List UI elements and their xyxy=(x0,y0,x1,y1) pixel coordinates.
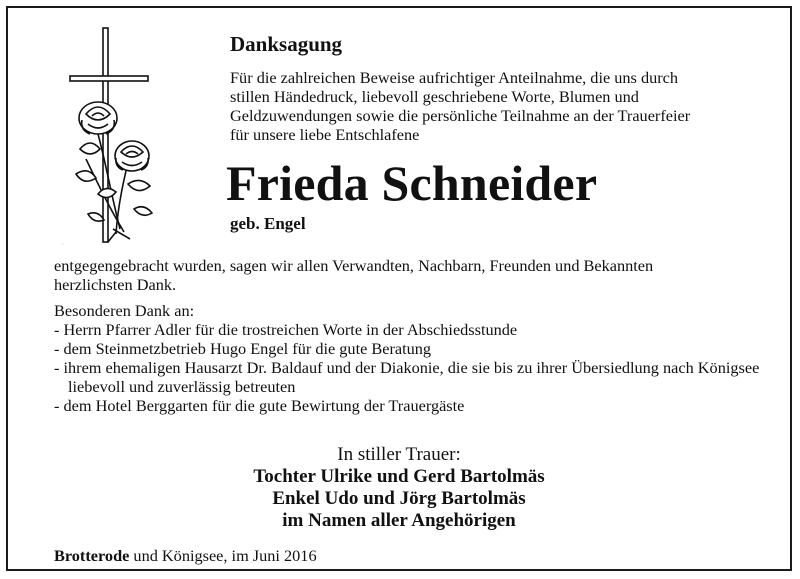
body-line: entgegengebracht wurden, sagen wir allen Verwandten, Nachbarn, Freunden und Bekannten xyxy=(54,256,654,275)
mourner-line: Tochter Ulrike und Gerd Bartolmäs xyxy=(253,466,545,487)
intro-text xyxy=(230,68,790,144)
mourning-intro: In stiller Trauer: xyxy=(337,444,461,465)
intro-line: Für die zahlreichen Beweise aufrichtiger Anteilnahme, die uns durch xyxy=(230,68,679,87)
list-item: - Herrn Pfarrer Adler für die trostreichen Worte in der Abschiedsstunde xyxy=(54,320,518,339)
thanks-body xyxy=(54,256,794,415)
mourners-block xyxy=(8,444,790,532)
cross-with-roses-icon xyxy=(58,24,168,250)
special-thanks-list xyxy=(54,320,794,415)
body-line: herzlichsten Dank. xyxy=(54,275,177,294)
special-thanks-heading: Besonderen Dank an: xyxy=(54,301,195,320)
intro-line: Geldzuwendungen sowie die persönliche Teilnahme an der Trauerfeier xyxy=(230,106,691,125)
heading: Danksagung xyxy=(230,32,343,56)
list-item: - dem Hotel Berggarten für die gute Bewirtung der Trauergäste xyxy=(54,396,465,415)
maiden-name: geb. Engel xyxy=(230,214,306,233)
list-item: - ihrem ehemaligen Hausarzt Dr. Baldauf und der Diakonie, die sie bis zu ihrer Übersiedlung nach Königsee liebevoll und zuverlässig betreuten xyxy=(54,358,760,396)
deceased-name: Frieda Schneider xyxy=(226,155,598,211)
place-date xyxy=(54,546,317,566)
intro-line: für unsere liebe Entschlafene xyxy=(230,125,420,144)
place: Brotterode xyxy=(54,546,130,565)
obituary-notice xyxy=(6,6,792,571)
intro-line: stillen Händedruck, liebevoll geschriebene Worte, Blumen und xyxy=(230,87,639,106)
svg-text:·: · xyxy=(62,242,64,248)
list-item: - dem Steinmetzbetrieb Hugo Engel für die gute Beratung xyxy=(54,339,432,358)
place-date-rest: und Königsee, im Juni 2016 xyxy=(129,546,317,565)
mourner-line: im Namen aller Angehörigen xyxy=(282,510,516,531)
mourner-line: Enkel Udo und Jörg Bartolmäs xyxy=(272,488,526,509)
